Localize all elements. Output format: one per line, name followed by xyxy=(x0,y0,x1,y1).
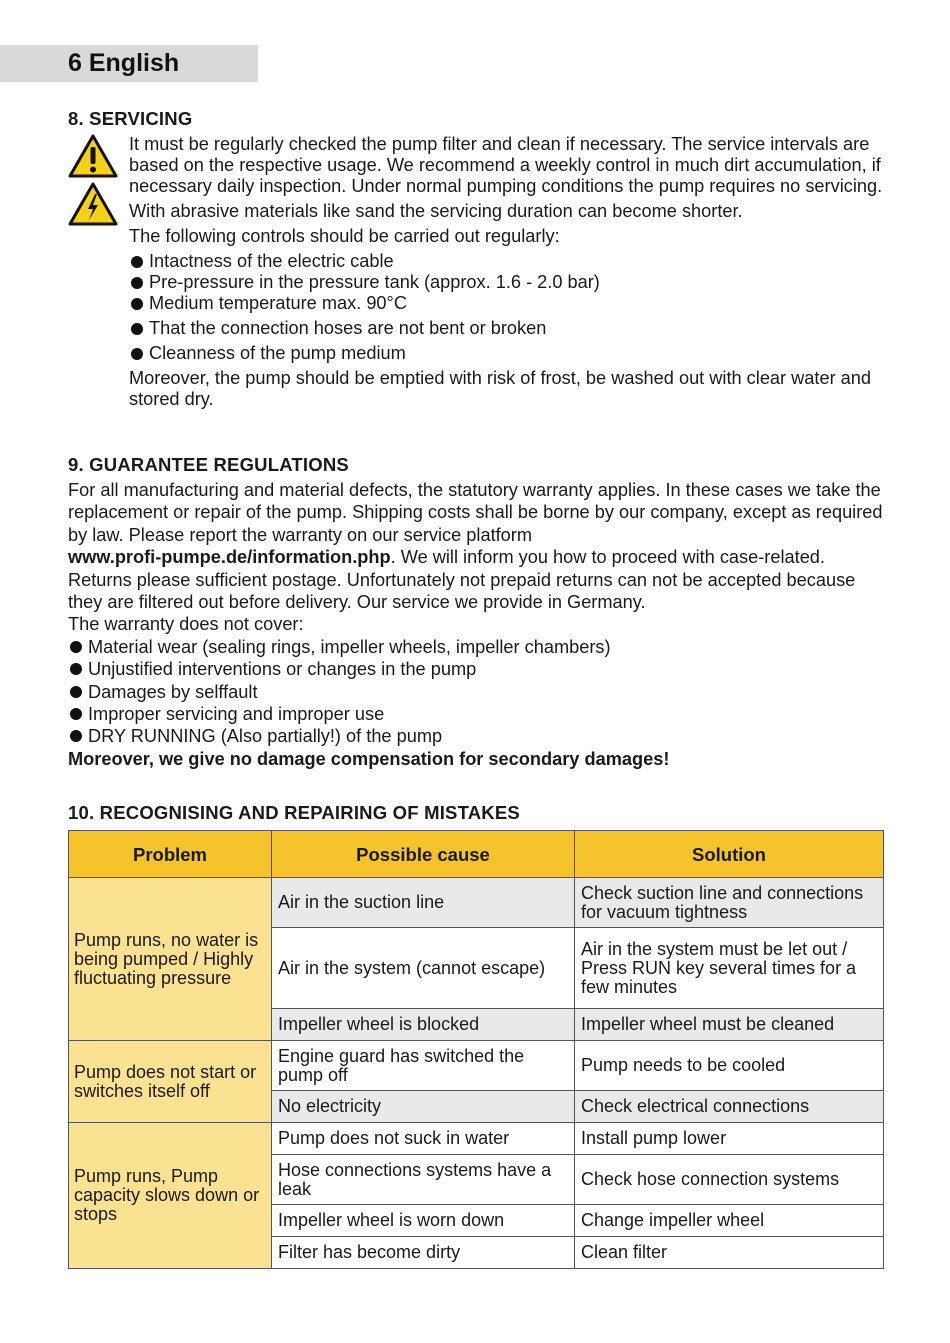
servicing-paragraph-4: Moreover, the pump should be emptied with risk of frost, be washed out with clear water and stored dry. xyxy=(129,368,872,409)
page-number-title: 6 English xyxy=(68,49,180,77)
guarantee-body xyxy=(68,479,888,770)
servicing-paragraph-2: With abrasive materials like sand the servicing duration can become shorter. xyxy=(129,201,743,221)
cause-cell: Air in the system (cannot escape) xyxy=(272,928,575,1009)
cause-cell: Pump does not suck in water xyxy=(272,1123,575,1155)
table-row xyxy=(69,1041,884,1091)
list-item: Pre-pressure in the pressure tank (approx. 1.6 - 2.0 bar) xyxy=(129,272,889,293)
cause-cell: Air in the suction line xyxy=(272,878,575,928)
servicing-checklist xyxy=(129,251,889,364)
solution-cell: Change impeller wheel xyxy=(575,1205,884,1237)
cause-cell: Filter has become dirty xyxy=(272,1237,575,1269)
solution-cell: Pump needs to be cooled xyxy=(575,1041,884,1091)
list-item: Cleanness of the pump medium xyxy=(129,343,889,364)
table-header-row xyxy=(69,831,884,878)
warning-icons xyxy=(68,134,122,226)
warning-exclamation-icon xyxy=(68,134,118,178)
header-possible-cause: Possible cause xyxy=(272,831,575,878)
list-item: Medium temperature max. 90°C xyxy=(129,293,889,314)
warranty-exclusions xyxy=(68,636,888,748)
header-problem: Problem xyxy=(69,831,272,878)
cause-cell: No electricity xyxy=(272,1091,575,1123)
solution-cell: Install pump lower xyxy=(575,1123,884,1155)
servicing-paragraph-3: The following controls should be carried out regularly: xyxy=(129,226,560,246)
troubleshooting-title: 10. RECOGNISING AND REPAIRING OF MISTAKES xyxy=(68,802,520,823)
solution-cell: Check suction line and connections for vacuum tightness xyxy=(575,878,884,928)
solution-cell: Check hose connection systems xyxy=(575,1155,884,1205)
cause-cell: Impeller wheel is worn down xyxy=(272,1205,575,1237)
servicing-title: 8. SERVICING xyxy=(68,108,193,129)
cause-cell: Impeller wheel is blocked xyxy=(272,1009,575,1041)
electrical-hazard-icon xyxy=(68,182,118,226)
servicing-paragraph-1: It must be regularly checked the pump filter and clean if necessary. The service intervals are based on the respective usage. We recommend a weekly control in much dirt accumulation, if necessary daily inspection. Under normal pumping conditions the pump requires no servicing. xyxy=(129,134,883,196)
troubleshooting-table xyxy=(68,830,884,1269)
table-row xyxy=(69,1123,884,1155)
solution-cell: Check electrical connections xyxy=(575,1091,884,1123)
service-platform-link[interactable]: www.profi-pumpe.de/information.php xyxy=(68,547,391,568)
problem-cell: Pump runs, no water is being pumped / Highly fluctuating pressure xyxy=(69,878,272,1041)
guarantee-text-b: . We will inform you how to proceed with case-related. Returns please sufficient postage. Unfortunately not prepaid returns can not be accepted because they are filtered out before delivery. Our service we provide in Germany. xyxy=(68,547,856,613)
list-item: Unjustified interventions or changes in the pump xyxy=(68,658,888,680)
list-item: Damages by selffault xyxy=(68,681,888,703)
solution-cell: Clean filter xyxy=(575,1237,884,1269)
list-item: Material wear (sealing rings, impeller wheels, impeller chambers) xyxy=(68,636,888,658)
cause-cell: Hose connections systems have a leak xyxy=(272,1155,575,1205)
guarantee-text-a: For all manufacturing and material defects, the statutory warranty applies. In these cases we take the replacement or repair of the pump. Shipping costs shall be borne by our company, except as required by law. Please report the warranty on our service platform xyxy=(68,480,883,545)
guarantee-closing: Moreover, we give no damage compensation for secondary damages! xyxy=(68,748,670,769)
guarantee-paragraph-2: The warranty does not cover: xyxy=(68,614,304,635)
guarantee-title: 9. GUARANTEE REGULATIONS xyxy=(68,454,349,475)
table-row xyxy=(69,878,884,928)
problem-cell: Pump does not start or switches itself off xyxy=(69,1041,272,1123)
guarantee-paragraph-1 xyxy=(68,479,888,613)
header-solution: Solution xyxy=(575,831,884,878)
solution-cell: Air in the system must be let out / Press RUN key several times for a few minutes xyxy=(575,928,884,1009)
list-item: Intactness of the electric cable xyxy=(129,251,889,272)
problem-cell: Pump runs, Pump capacity slows down or stops xyxy=(69,1123,272,1269)
list-item: That the connection hoses are not bent or broken xyxy=(129,318,889,339)
servicing-body xyxy=(129,134,889,410)
solution-cell: Impeller wheel must be cleaned xyxy=(575,1009,884,1041)
list-item: DRY RUNNING (Also partially!) of the pump xyxy=(68,725,888,747)
cause-cell: Engine guard has switched the pump off xyxy=(272,1041,575,1091)
list-item: Improper servicing and improper use xyxy=(68,703,888,725)
page-header xyxy=(0,45,258,82)
